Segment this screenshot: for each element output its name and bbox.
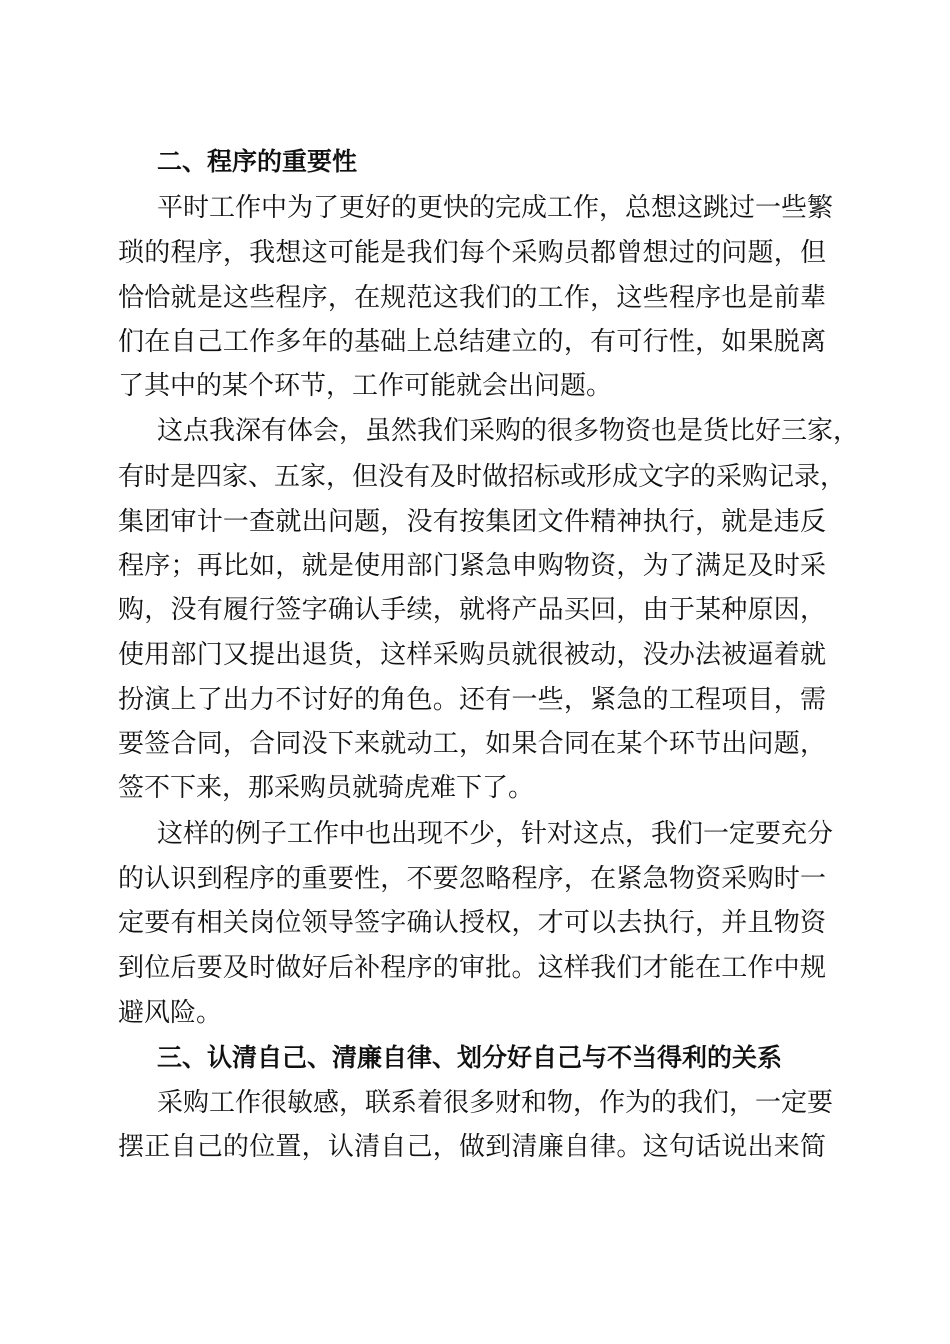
text-line: 签不下来，那采购员就骑虎难下了。: [118, 773, 535, 803]
paragraph-line: [0, 946, 950, 990]
section-heading: 二、程序的重要性: [157, 147, 358, 176]
text-line: 采购工作很敏感，联系着很多财和物，作为的我们，一定要: [157, 1088, 834, 1118]
paragraph-line: [0, 1125, 950, 1169]
text-line: 这点我深有体会，虽然我们采购的很多物资也是货比好三家，: [157, 416, 860, 446]
text-line: 了其中的某个环节，工作可能就会出问题。: [118, 371, 613, 401]
text-line: 程序；再比如，就是使用部门紧急申购物资，为了满足及时采: [118, 551, 826, 581]
text-line: 购，没有履行签字确认手续，就将产品买回，由于某种原因，: [118, 595, 826, 625]
text-line: 的认识到程序的重要性，不要忽略程序，在紧急物资采购时一: [118, 864, 826, 894]
text-line: 到位后要及时做好后补程序的审批。这样我们才能在工作中规: [118, 953, 826, 983]
paragraph-line: [0, 231, 950, 275]
text-line: 们在自己工作多年的基础上总结建立的，有可行性，如果脱离: [118, 327, 826, 357]
text-line: 避风险。: [118, 998, 223, 1028]
paragraph-line: [0, 320, 950, 364]
paragraph-line: [0, 766, 950, 810]
paragraph-line: [0, 901, 950, 945]
text-line: 扮演上了出力不讨好的角色。还有一些，紧急的工程项目，需: [118, 685, 826, 715]
text-line: 恰恰就是这些程序，在规范这我们的工作，这些程序也是前辈: [118, 283, 826, 313]
paragraph-line: [0, 857, 950, 901]
paragraph-line: [0, 678, 950, 722]
paragraph-line: [0, 364, 950, 408]
paragraph-line: [0, 544, 950, 588]
text-line: 有时是四家、五家，但没有及时做招标或形成文字的采购记录，: [118, 462, 847, 492]
paragraph-line: [0, 186, 950, 230]
paragraph-line: [0, 991, 950, 1035]
paragraph-line: [0, 722, 950, 766]
text-line: 琐的程序，我想这可能是我们每个采购员都曾想过的问题，但: [118, 238, 826, 268]
paragraph-line: [0, 633, 950, 677]
text-line: 要签合同，合同没下来就动工，如果合同在某个环节出问题，: [118, 729, 826, 759]
text-line: 平时工作中为了更好的更快的完成工作，总想这跳过一些繁: [157, 193, 834, 223]
paragraph-line: [0, 812, 950, 856]
paragraph-line: [0, 455, 950, 499]
paragraph-line: [0, 276, 950, 320]
text-line: 定要有相关岗位领导签字确认授权，才可以去执行，并且物资: [118, 908, 826, 938]
paragraph-line: [0, 409, 950, 453]
text-line: 集团审计一查就出问题，没有按集团文件精神执行，就是违反: [118, 507, 826, 537]
section-heading: 三、认清自己、清廉自律、划分好自己与不当得利的关系: [157, 1043, 783, 1072]
text-line: 摆正自己的位置，认清自己，做到清廉自律。这句话说出来简: [118, 1132, 826, 1162]
text-line: 使用部门又提出退货，这样采购员就很被动，没办法被逼着就: [118, 640, 826, 670]
text-line: 这样的例子工作中也出现不少，针对这点，我们一定要充分: [157, 819, 834, 849]
paragraph-line: [0, 588, 950, 632]
paragraph-line: [0, 1081, 950, 1125]
paragraph-line: [0, 500, 950, 544]
